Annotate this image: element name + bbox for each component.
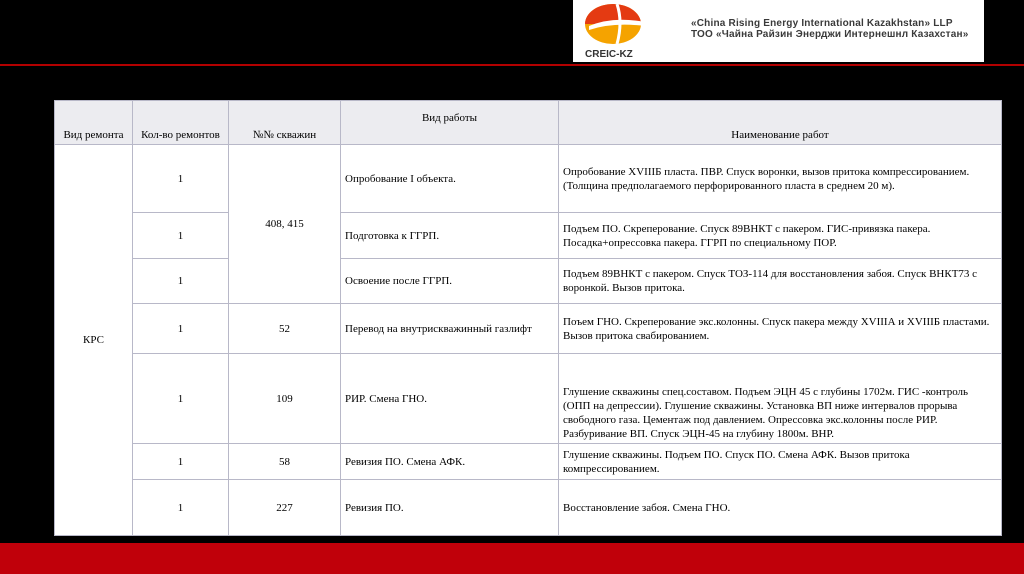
company-name (691, 18, 969, 40)
count-cell: 1 (133, 145, 229, 213)
repair-works-table (54, 100, 1002, 536)
work-type-cell: Ревизия ПО. (341, 480, 559, 536)
col-header-repair-count: Кол-во ремонтов (133, 101, 229, 145)
work-type-cell: Перевод на внутрискважинный газлифт (341, 304, 559, 354)
company-name-ru: ТОО «Чайна Райзин Энерджи Интернешнл Казахстан» (691, 29, 969, 40)
header-divider (0, 64, 1024, 66)
work-desc-cell: Поъем ГНО. Скреперование экс.колонны. Спуск пакера между XVIIIА и XVIIIБ пластами. Вызов притока свабированием. (559, 304, 1002, 354)
count-cell: 1 (133, 213, 229, 259)
count-cell: 1 (133, 259, 229, 304)
wells-cell: 58 (229, 444, 341, 480)
work-desc-cell: Глушение скважины спец.составом. Подъем ЭЦН 45 с глубины 1702м. ГИС -контроль (ОПП на депрессии). Глушение скважины. Установка ВП ниже интервалов прорыва свободного газа. Цементаж под давлением. Опрессовка экс.колонны после РИР. Разбуривание ВП. Спуск ЭЦН-45 на глубину 1800м. ВНР. (559, 354, 1002, 444)
logo-text: CREIC-KZ (585, 49, 633, 60)
work-type-cell: Освоение после ГГРП. (341, 259, 559, 304)
wells-cell: 227 (229, 480, 341, 536)
col-header-repair-type: Вид ремонта (55, 101, 133, 145)
repair-type-cell: КРС (55, 145, 133, 536)
table-row (55, 304, 1002, 354)
count-cell: 1 (133, 354, 229, 444)
count-cell: 1 (133, 444, 229, 480)
work-desc-cell: Подъем ПО. Скреперование. Спуск 89ВНКТ с пакером. ГИС-привязка пакера. Посадка+опрессовка пакера. ГГРП по специальному ПОР. (559, 213, 1002, 259)
table-row (55, 145, 1002, 213)
work-desc-cell: Восстановление забоя. Смена ГНО. (559, 480, 1002, 536)
table-row (55, 259, 1002, 304)
work-type-cell: Подготовка к ГГРП. (341, 213, 559, 259)
table-row (55, 354, 1002, 444)
work-desc-cell: Опробование XVIIIБ пласта. ПВР. Спуск воронки, вызов притока компрессированием. (Толщина предполагаемого перфорированного пласта в среднем 20 м). (559, 145, 1002, 213)
wells-cell: 408, 415 (229, 145, 341, 304)
table-row (55, 444, 1002, 480)
table-row (55, 213, 1002, 259)
company-logo-banner (573, 0, 984, 62)
work-desc-cell: Подъем 89ВНКТ с пакером. Спуск ТОЗ-114 для восстановления забоя. Спуск ВНКТ73 с воронкой. Вызов притока. (559, 259, 1002, 304)
count-cell: 1 (133, 304, 229, 354)
count-cell: 1 (133, 480, 229, 536)
work-type-cell: РИР. Смена ГНО. (341, 354, 559, 444)
wells-cell: 109 (229, 354, 341, 444)
work-type-cell: Ревизия ПО. Смена АФК. (341, 444, 559, 480)
footer-bar (0, 543, 1024, 574)
work-type-cell: Опробование I объекта. (341, 145, 559, 213)
wells-cell: 52 (229, 304, 341, 354)
work-desc-cell: Глушение скважины. Подъем ПО. Спуск ПО. Смена АФК. Вызов притока компрессированием. (559, 444, 1002, 480)
company-name-en: «China Rising Energy International Kazakhstan» LLP (691, 18, 953, 29)
table-header-row (55, 101, 1002, 145)
table-row (55, 480, 1002, 536)
col-header-work-desc: Наименование работ (559, 101, 1002, 145)
col-header-work-type: Вид работы (341, 101, 559, 145)
col-header-wells: №№ скважин (229, 101, 341, 145)
creic-logo-icon (583, 2, 649, 46)
